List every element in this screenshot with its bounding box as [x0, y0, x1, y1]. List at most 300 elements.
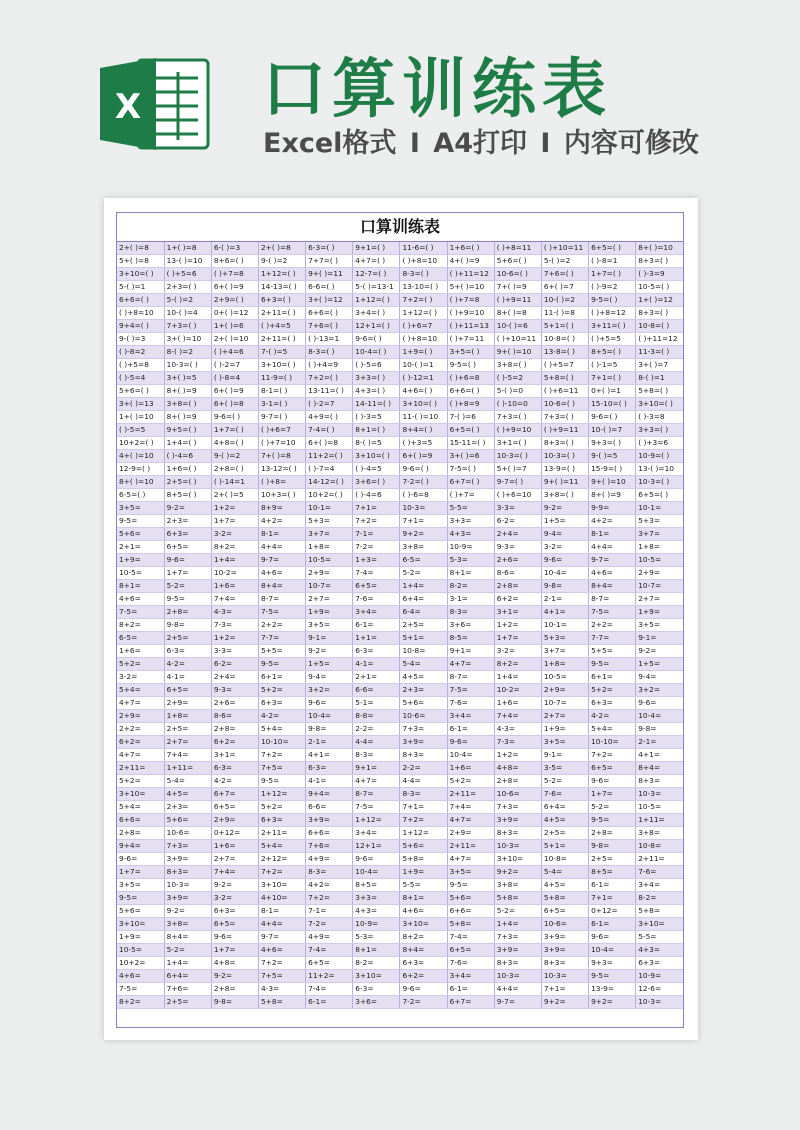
exercise-cell[interactable]: 4+7=	[353, 775, 400, 788]
exercise-cell[interactable]: 9-6=	[353, 853, 400, 866]
exercise-cell[interactable]: ( )-8=4	[211, 372, 258, 385]
exercise-cell[interactable]: 8+2=	[211, 541, 258, 554]
exercise-cell[interactable]: 5-( )=0	[494, 385, 541, 398]
exercise-cell[interactable]: 4+8=	[494, 762, 541, 775]
exercise-cell[interactable]: 7-( )=5	[258, 346, 305, 359]
exercise-cell[interactable]: 2+5=	[589, 853, 636, 866]
exercise-cell[interactable]: 2+11=	[636, 853, 683, 866]
exercise-cell[interactable]: 3-2=	[494, 645, 541, 658]
exercise-cell[interactable]: 4-3=	[258, 983, 305, 996]
exercise-cell[interactable]: 10-8=	[400, 645, 447, 658]
exercise-cell[interactable]: 10-3=	[494, 840, 541, 853]
exercise-cell[interactable]: 5-2=	[541, 775, 588, 788]
exercise-cell[interactable]: 1+11=	[164, 762, 211, 775]
exercise-cell[interactable]: 5+8=	[258, 996, 305, 1009]
exercise-cell[interactable]: 2-2=	[400, 762, 447, 775]
exercise-cell[interactable]: 9-7=	[589, 554, 636, 567]
exercise-cell[interactable]: 3-1=( )	[258, 398, 305, 411]
exercise-cell[interactable]: ( )+4=9	[306, 359, 353, 372]
exercise-cell[interactable]: 1+6=	[447, 762, 494, 775]
exercise-cell[interactable]: 8-3=( )	[306, 346, 353, 359]
exercise-cell[interactable]: 5+6=( )	[117, 385, 164, 398]
exercise-cell[interactable]: 1+7=( )	[589, 268, 636, 281]
exercise-cell[interactable]: 5-( )=1	[117, 281, 164, 294]
exercise-cell[interactable]: 9+1=( )	[353, 242, 400, 255]
exercise-cell[interactable]: ( )-1=5	[589, 359, 636, 372]
exercise-cell[interactable]: 10-8=	[541, 853, 588, 866]
exercise-cell[interactable]: 4+7=	[117, 749, 164, 762]
exercise-cell[interactable]: 6+( )=9	[400, 450, 447, 463]
exercise-cell[interactable]: ( )-5=2	[494, 372, 541, 385]
exercise-cell[interactable]: 2+3=( )	[164, 281, 211, 294]
exercise-cell[interactable]: 5+4=	[117, 801, 164, 814]
exercise-cell[interactable]: 8-2=	[636, 892, 683, 905]
exercise-cell[interactable]: 8-7=	[258, 593, 305, 606]
exercise-cell[interactable]: ( )+7=	[447, 489, 494, 502]
exercise-cell[interactable]: 3+10=	[353, 970, 400, 983]
exercise-cell[interactable]: 9+1=	[447, 645, 494, 658]
exercise-cell[interactable]: 5+8=	[636, 905, 683, 918]
exercise-cell[interactable]: 4+9=	[306, 931, 353, 944]
exercise-cell[interactable]: 3+9=	[164, 853, 211, 866]
exercise-cell[interactable]: 10-7=	[636, 580, 683, 593]
exercise-cell[interactable]: 8-1=	[589, 528, 636, 541]
exercise-cell[interactable]: 10-2=	[211, 567, 258, 580]
exercise-cell[interactable]: 4+5=	[164, 788, 211, 801]
exercise-cell[interactable]: 7-2=	[400, 996, 447, 1009]
exercise-cell[interactable]: 10-3=( )	[494, 450, 541, 463]
exercise-cell[interactable]: 7-6=	[447, 697, 494, 710]
exercise-cell[interactable]: 8-7=	[353, 788, 400, 801]
exercise-cell[interactable]: 10-2=	[494, 684, 541, 697]
exercise-cell[interactable]: 3+9=	[400, 736, 447, 749]
exercise-cell[interactable]: 1+9=	[541, 723, 588, 736]
exercise-cell[interactable]: 4+6=( )	[400, 385, 447, 398]
exercise-cell[interactable]: 10-6=	[400, 710, 447, 723]
exercise-cell[interactable]: 3+10=	[400, 918, 447, 931]
exercise-cell[interactable]: 11-( )=10	[400, 411, 447, 424]
exercise-cell[interactable]: 6-6=	[353, 684, 400, 697]
exercise-cell[interactable]: 8+3=	[400, 749, 447, 762]
exercise-cell[interactable]: 7+1=	[400, 801, 447, 814]
exercise-cell[interactable]: 1+12=( )	[400, 307, 447, 320]
exercise-cell[interactable]: 1+7=	[494, 632, 541, 645]
exercise-cell[interactable]: 6+6=( )	[447, 385, 494, 398]
exercise-cell[interactable]: 9-6=	[306, 697, 353, 710]
exercise-cell[interactable]: 8-2=	[447, 580, 494, 593]
exercise-cell[interactable]: 8+( )=9	[589, 489, 636, 502]
exercise-cell[interactable]: ( )-5=6	[353, 359, 400, 372]
exercise-cell[interactable]: ( )+10=11	[541, 242, 588, 255]
exercise-cell[interactable]: 5-1=	[353, 697, 400, 710]
exercise-cell[interactable]: 8+5=	[589, 866, 636, 879]
exercise-cell[interactable]: ( )-6=8	[400, 489, 447, 502]
exercise-cell[interactable]: 6-2=	[211, 658, 258, 671]
exercise-cell[interactable]: 9-2=	[164, 905, 211, 918]
exercise-cell[interactable]: 7+6=( )	[306, 320, 353, 333]
exercise-cell[interactable]: ( )+8=10	[400, 255, 447, 268]
exercise-cell[interactable]: 3+6=	[353, 996, 400, 1009]
exercise-cell[interactable]: 2+11=	[258, 827, 305, 840]
exercise-cell[interactable]: 10-7=	[306, 580, 353, 593]
exercise-cell[interactable]: 9-2=	[211, 970, 258, 983]
exercise-cell[interactable]: 3+5=	[447, 866, 494, 879]
exercise-cell[interactable]: 10-5=	[117, 944, 164, 957]
exercise-cell[interactable]: 1+2=	[211, 632, 258, 645]
exercise-cell[interactable]: 10-( )=2	[541, 294, 588, 307]
exercise-cell[interactable]: 1+4=	[494, 671, 541, 684]
exercise-cell[interactable]: 7-( )=6	[447, 411, 494, 424]
exercise-cell[interactable]: 5-4=	[164, 775, 211, 788]
exercise-cell[interactable]: 3+4=	[447, 710, 494, 723]
exercise-cell[interactable]: ( )+6=7	[400, 320, 447, 333]
exercise-cell[interactable]: 10-( )=4	[164, 307, 211, 320]
exercise-cell[interactable]: 9-6=	[400, 983, 447, 996]
exercise-cell[interactable]: 10-3=( )	[164, 359, 211, 372]
exercise-cell[interactable]: ( )+9=11	[494, 294, 541, 307]
exercise-cell[interactable]: 6+5=	[164, 684, 211, 697]
exercise-cell[interactable]: 10-3=	[494, 970, 541, 983]
exercise-cell[interactable]: 9-5=	[117, 892, 164, 905]
exercise-cell[interactable]: 7+3=	[494, 801, 541, 814]
exercise-cell[interactable]: 4+7=( )	[353, 255, 400, 268]
exercise-cell[interactable]: 3+8=	[164, 918, 211, 931]
exercise-cell[interactable]: 9-3=	[494, 541, 541, 554]
exercise-cell[interactable]: 9-6=	[164, 554, 211, 567]
exercise-cell[interactable]: 5+2=	[258, 684, 305, 697]
exercise-cell[interactable]: 2+4=	[494, 528, 541, 541]
exercise-cell[interactable]: 4+5=	[400, 671, 447, 684]
exercise-cell[interactable]: 10-3=( )	[541, 450, 588, 463]
exercise-cell[interactable]: 3+9=	[164, 892, 211, 905]
exercise-cell[interactable]: 8-3=( )	[400, 268, 447, 281]
exercise-cell[interactable]: 4+2=	[589, 515, 636, 528]
exercise-cell[interactable]: 3+( )=5	[164, 372, 211, 385]
exercise-cell[interactable]: 2+7=	[541, 710, 588, 723]
exercise-cell[interactable]: 2+9=	[306, 567, 353, 580]
exercise-cell[interactable]: 6+5=	[447, 944, 494, 957]
exercise-cell[interactable]: 9-6=( )	[211, 411, 258, 424]
exercise-cell[interactable]: 2+11=	[447, 840, 494, 853]
exercise-cell[interactable]: ( )-14=1	[211, 476, 258, 489]
exercise-cell[interactable]: 13-9=	[589, 983, 636, 996]
exercise-cell[interactable]: 14-12=( )	[306, 476, 353, 489]
exercise-cell[interactable]: 8-1=	[258, 528, 305, 541]
exercise-cell[interactable]: 8+4=	[258, 580, 305, 593]
exercise-cell[interactable]: ( )+10=11	[494, 333, 541, 346]
exercise-cell[interactable]: 10-5=	[306, 554, 353, 567]
exercise-cell[interactable]: 5+6=	[117, 905, 164, 918]
exercise-cell[interactable]: 9-6=	[447, 736, 494, 749]
exercise-cell[interactable]: 6-( )=3	[211, 242, 258, 255]
exercise-cell[interactable]: 2+9=	[211, 814, 258, 827]
exercise-cell[interactable]: 10-4=	[589, 944, 636, 957]
exercise-cell[interactable]: 12+1=( )	[353, 320, 400, 333]
exercise-cell[interactable]: 10-1=	[541, 619, 588, 632]
exercise-cell[interactable]: 10-5=	[636, 554, 683, 567]
exercise-cell[interactable]: 3+3=( )	[636, 424, 683, 437]
exercise-cell[interactable]: 4+7=	[117, 697, 164, 710]
exercise-cell[interactable]: ( )+8=12	[589, 307, 636, 320]
exercise-cell[interactable]: 5+3=	[541, 632, 588, 645]
exercise-cell[interactable]: 4+7=	[447, 814, 494, 827]
exercise-cell[interactable]: 8+2=	[494, 658, 541, 671]
exercise-cell[interactable]: 6-6=( )	[306, 281, 353, 294]
exercise-cell[interactable]: 8+2=	[400, 931, 447, 944]
exercise-cell[interactable]: 2+8=	[589, 827, 636, 840]
exercise-cell[interactable]: 6+4=	[541, 801, 588, 814]
exercise-cell[interactable]: 7-5=( )	[447, 463, 494, 476]
exercise-cell[interactable]: 5-( )=2	[164, 294, 211, 307]
exercise-cell[interactable]: 6-3=	[306, 762, 353, 775]
exercise-cell[interactable]: 9+2=	[494, 866, 541, 879]
exercise-cell[interactable]: 7+( )=9	[494, 281, 541, 294]
exercise-cell[interactable]: 5+8=( )	[636, 385, 683, 398]
exercise-cell[interactable]: 9+1=	[353, 762, 400, 775]
exercise-cell[interactable]: 7-4=	[353, 567, 400, 580]
exercise-cell[interactable]: 3-3=	[494, 502, 541, 515]
exercise-cell[interactable]: 1+8=	[306, 541, 353, 554]
exercise-cell[interactable]: 7+1=	[400, 515, 447, 528]
exercise-cell[interactable]: 9+2=	[589, 996, 636, 1009]
exercise-cell[interactable]: 10-5=	[541, 671, 588, 684]
exercise-cell[interactable]: ( )+8=9	[447, 398, 494, 411]
exercise-cell[interactable]: 6+2=	[117, 736, 164, 749]
exercise-cell[interactable]: 1+4=	[494, 918, 541, 931]
exercise-cell[interactable]: 8+( )=9	[164, 385, 211, 398]
exercise-cell[interactable]: 2+4=	[211, 671, 258, 684]
exercise-cell[interactable]: 9-9=	[589, 502, 636, 515]
exercise-cell[interactable]: 2+9=	[636, 567, 683, 580]
exercise-cell[interactable]: 2+2=	[258, 619, 305, 632]
exercise-cell[interactable]: 7+6=	[164, 983, 211, 996]
exercise-cell[interactable]: 10+2=( )	[117, 437, 164, 450]
exercise-cell[interactable]: 3+8=	[400, 541, 447, 554]
exercise-cell[interactable]: 7+2=	[589, 749, 636, 762]
exercise-cell[interactable]: 6+( )=8	[306, 437, 353, 450]
exercise-cell[interactable]: ( )+9=10	[494, 424, 541, 437]
exercise-cell[interactable]: 2+9=( )	[211, 294, 258, 307]
exercise-cell[interactable]: ( )-8=2	[117, 346, 164, 359]
exercise-cell[interactable]: 1+12=( )	[353, 294, 400, 307]
exercise-cell[interactable]: 7+6=( )	[541, 268, 588, 281]
exercise-cell[interactable]: 9-6=	[589, 775, 636, 788]
exercise-cell[interactable]: 6-3=	[211, 762, 258, 775]
exercise-cell[interactable]: 9-1=	[306, 632, 353, 645]
exercise-cell[interactable]: 9+5=( )	[164, 424, 211, 437]
exercise-cell[interactable]: 3+8=	[494, 879, 541, 892]
exercise-cell[interactable]: 8+4=	[400, 944, 447, 957]
exercise-cell[interactable]: 10-4=	[353, 866, 400, 879]
exercise-cell[interactable]: 9-5=( )	[447, 359, 494, 372]
exercise-cell[interactable]: 10-3=	[636, 996, 683, 1009]
exercise-cell[interactable]: 5-3=	[447, 554, 494, 567]
exercise-cell[interactable]: 9-5=	[164, 593, 211, 606]
exercise-cell[interactable]: 9-8=	[541, 580, 588, 593]
exercise-cell[interactable]: 8+5=( )	[164, 489, 211, 502]
exercise-cell[interactable]: 12-9=( )	[117, 463, 164, 476]
exercise-cell[interactable]: 7-3=	[494, 736, 541, 749]
exercise-cell[interactable]: 5+( )=10	[447, 281, 494, 294]
exercise-cell[interactable]: 9-6=( )	[589, 411, 636, 424]
exercise-cell[interactable]: 4+3=	[447, 528, 494, 541]
exercise-cell[interactable]: 0+12=	[211, 827, 258, 840]
exercise-cell[interactable]: 10-7=	[541, 697, 588, 710]
exercise-cell[interactable]: 2+6=	[211, 697, 258, 710]
exercise-cell[interactable]: 7-5=	[447, 684, 494, 697]
exercise-cell[interactable]: 8+3=	[494, 957, 541, 970]
exercise-cell[interactable]: 3+8=( )	[541, 489, 588, 502]
exercise-cell[interactable]: 2+9=	[447, 827, 494, 840]
exercise-cell[interactable]: 15-10=( )	[589, 398, 636, 411]
exercise-cell[interactable]: 10-9=	[636, 970, 683, 983]
exercise-cell[interactable]: 4-2=	[589, 710, 636, 723]
exercise-cell[interactable]: 7+2=( )	[400, 294, 447, 307]
exercise-cell[interactable]: 2+3=	[164, 801, 211, 814]
exercise-cell[interactable]: 5-( )=13-1	[353, 281, 400, 294]
exercise-cell[interactable]: 10-9=	[353, 918, 400, 931]
exercise-cell[interactable]: 6+3=	[211, 905, 258, 918]
exercise-cell[interactable]: 10-6=	[164, 827, 211, 840]
exercise-cell[interactable]: 10-5=( )	[636, 281, 683, 294]
exercise-cell[interactable]: 11-( )=8	[541, 307, 588, 320]
exercise-cell[interactable]: 6-1=	[447, 983, 494, 996]
exercise-cell[interactable]: 7+2=( )	[306, 372, 353, 385]
exercise-cell[interactable]: 5-( )=2	[541, 255, 588, 268]
exercise-cell[interactable]: 3-1=	[447, 593, 494, 606]
exercise-cell[interactable]: 9-5=	[258, 775, 305, 788]
exercise-cell[interactable]: 7+4=	[211, 866, 258, 879]
exercise-cell[interactable]: 4+9=( )	[306, 411, 353, 424]
exercise-cell[interactable]: 6-1=	[306, 996, 353, 1009]
exercise-cell[interactable]: ( )+5=5	[589, 333, 636, 346]
exercise-cell[interactable]: 7+7=( )	[306, 255, 353, 268]
exercise-cell[interactable]: ( )+8=10	[400, 333, 447, 346]
exercise-cell[interactable]: 4-3=	[494, 723, 541, 736]
exercise-cell[interactable]: 3-5=	[541, 762, 588, 775]
exercise-cell[interactable]: 8+4=	[589, 580, 636, 593]
exercise-cell[interactable]: 5-2=	[164, 944, 211, 957]
exercise-cell[interactable]: 6-3=	[353, 983, 400, 996]
exercise-cell[interactable]: 2+3=	[164, 515, 211, 528]
exercise-cell[interactable]: 8+3=	[494, 827, 541, 840]
exercise-cell[interactable]: 6+1=	[589, 671, 636, 684]
exercise-cell[interactable]: 1+9=	[117, 931, 164, 944]
exercise-cell[interactable]: 6+3=	[164, 528, 211, 541]
exercise-cell[interactable]: 7-6=	[353, 593, 400, 606]
exercise-cell[interactable]: 2+5=( )	[164, 476, 211, 489]
exercise-cell[interactable]: 9-7=	[494, 996, 541, 1009]
exercise-cell[interactable]: 7+1=	[353, 502, 400, 515]
exercise-cell[interactable]: ( )-10=0	[494, 398, 541, 411]
exercise-cell[interactable]: 11+2=	[306, 970, 353, 983]
exercise-cell[interactable]: 1+12=	[400, 827, 447, 840]
exercise-cell[interactable]: 4-1=	[353, 658, 400, 671]
exercise-cell[interactable]: 6-5=	[400, 554, 447, 567]
exercise-cell[interactable]: 3+6=	[447, 619, 494, 632]
exercise-cell[interactable]: 3+5=	[306, 619, 353, 632]
exercise-cell[interactable]: 2+7=	[306, 593, 353, 606]
exercise-cell[interactable]: 2+8=	[211, 983, 258, 996]
exercise-cell[interactable]: 6+5=	[306, 957, 353, 970]
exercise-cell[interactable]: 12-6=	[636, 983, 683, 996]
exercise-cell[interactable]: 2+7=	[164, 736, 211, 749]
exercise-cell[interactable]: 8-( )=2	[164, 346, 211, 359]
exercise-cell[interactable]: ( )-12=1	[400, 372, 447, 385]
exercise-cell[interactable]: 5+3=	[306, 515, 353, 528]
exercise-cell[interactable]: 1+6=	[494, 697, 541, 710]
exercise-cell[interactable]: 3+1=	[211, 749, 258, 762]
exercise-cell[interactable]: 9+( )=11	[541, 476, 588, 489]
exercise-cell[interactable]: ( )+8=11	[494, 242, 541, 255]
exercise-cell[interactable]: 9+( )=11	[306, 268, 353, 281]
exercise-cell[interactable]: 13-11=( )	[306, 385, 353, 398]
exercise-cell[interactable]: 7-1=	[353, 528, 400, 541]
exercise-cell[interactable]: 3+5=	[636, 619, 683, 632]
exercise-cell[interactable]: 8-2=	[353, 957, 400, 970]
exercise-cell[interactable]: 4+9=	[306, 853, 353, 866]
exercise-cell[interactable]: 2+1=	[117, 541, 164, 554]
exercise-cell[interactable]: 8+3=( )	[636, 255, 683, 268]
exercise-cell[interactable]: 10-5=	[636, 801, 683, 814]
exercise-cell[interactable]: 5-4=	[400, 658, 447, 671]
exercise-cell[interactable]: 6+3=	[636, 957, 683, 970]
exercise-cell[interactable]: 5-2=	[400, 567, 447, 580]
exercise-cell[interactable]: 3+( )=7	[636, 359, 683, 372]
exercise-cell[interactable]: 9-8=	[589, 840, 636, 853]
exercise-cell[interactable]: 8+3=	[541, 957, 588, 970]
exercise-cell[interactable]: 2-1=	[636, 736, 683, 749]
exercise-cell[interactable]: ( )+7=10	[258, 437, 305, 450]
exercise-cell[interactable]: 3+8=( )	[164, 398, 211, 411]
exercise-cell[interactable]: 3+10=( )	[636, 398, 683, 411]
exercise-cell[interactable]: 3+11=( )	[589, 320, 636, 333]
exercise-cell[interactable]: 10-9=( )	[636, 450, 683, 463]
exercise-cell[interactable]: 7-4=	[306, 983, 353, 996]
exercise-cell[interactable]: 10-4=( )	[353, 346, 400, 359]
exercise-cell[interactable]: 8-3=	[306, 866, 353, 879]
exercise-cell[interactable]: 9-( )=5	[589, 450, 636, 463]
exercise-cell[interactable]: 6-3=	[353, 645, 400, 658]
exercise-cell[interactable]: 9-1=	[541, 749, 588, 762]
exercise-cell[interactable]: 9-4=	[306, 671, 353, 684]
exercise-cell[interactable]: 9-6=( )	[353, 333, 400, 346]
exercise-cell[interactable]: ( )+7=8	[211, 268, 258, 281]
exercise-cell[interactable]: ( )+5=8	[117, 359, 164, 372]
exercise-cell[interactable]: 9-6=	[117, 853, 164, 866]
exercise-cell[interactable]: 4+4=	[258, 918, 305, 931]
exercise-cell[interactable]: 1+3=	[353, 554, 400, 567]
exercise-cell[interactable]: 7+4=	[164, 749, 211, 762]
exercise-cell[interactable]: 4+6=	[589, 567, 636, 580]
exercise-cell[interactable]: 9-6=	[211, 931, 258, 944]
exercise-cell[interactable]: 9+4=	[306, 788, 353, 801]
exercise-cell[interactable]: 0+12=	[589, 905, 636, 918]
exercise-cell[interactable]: 8-1=	[258, 905, 305, 918]
exercise-cell[interactable]: 2+11=	[447, 788, 494, 801]
exercise-cell[interactable]: 1+5=	[541, 515, 588, 528]
exercise-cell[interactable]: 8+1=	[117, 580, 164, 593]
exercise-cell[interactable]: 6+3=	[589, 697, 636, 710]
exercise-cell[interactable]: 5+5=	[589, 645, 636, 658]
exercise-cell[interactable]: 4+2=	[306, 879, 353, 892]
exercise-cell[interactable]: 1+4=	[211, 554, 258, 567]
exercise-cell[interactable]: 5+4=	[589, 723, 636, 736]
exercise-cell[interactable]: 8-3=	[400, 788, 447, 801]
exercise-cell[interactable]: 4+3=	[636, 944, 683, 957]
exercise-cell[interactable]: 10-3=	[636, 788, 683, 801]
exercise-cell[interactable]: 6+3=	[258, 814, 305, 827]
